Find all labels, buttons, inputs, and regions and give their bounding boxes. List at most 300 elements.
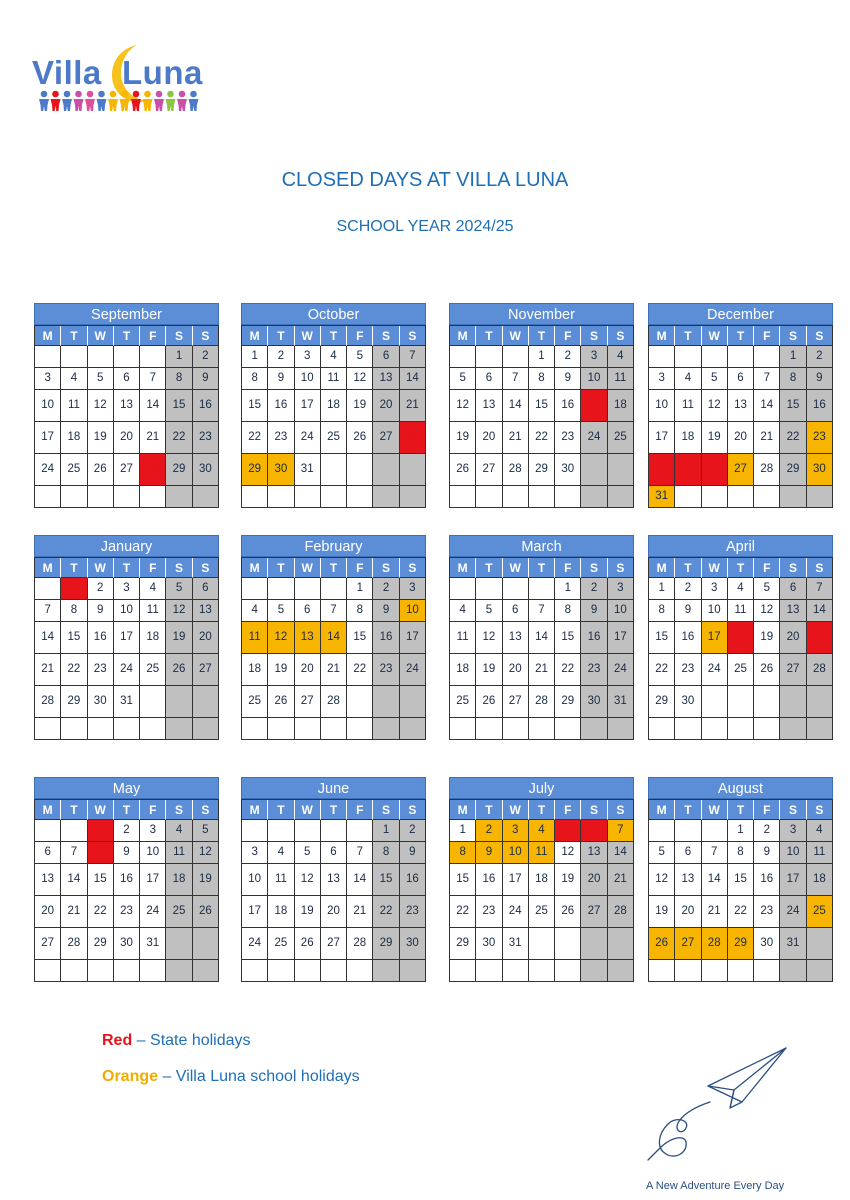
empty-cell <box>400 686 426 718</box>
day-cell: 15 <box>555 622 581 654</box>
empty-cell <box>608 718 634 740</box>
day-cell: 18 <box>450 654 476 686</box>
month-june <box>241 777 426 982</box>
day-cell: 5 <box>754 578 780 600</box>
day-cell: 7 <box>61 842 87 864</box>
day-cell: 13 <box>476 390 502 422</box>
day-cell: 23 <box>581 654 607 686</box>
empty-cell <box>450 346 476 368</box>
day-cell: 5 <box>347 346 373 368</box>
empty-cell <box>242 486 268 508</box>
day-cell: 7 <box>529 600 555 622</box>
empty-cell <box>193 486 219 508</box>
day-cell: 17 <box>114 622 140 654</box>
day-cell: 28 <box>61 928 87 960</box>
month-name: March <box>449 535 634 557</box>
empty-cell <box>321 718 347 740</box>
empty-cell <box>608 960 634 982</box>
day-cell: 25 <box>675 454 701 486</box>
day-cell: 16 <box>400 864 426 896</box>
month-name: February <box>241 535 426 557</box>
weekday-header: T <box>114 326 140 346</box>
empty-cell <box>675 820 701 842</box>
empty-cell <box>61 718 87 740</box>
day-cell: 4 <box>675 368 701 390</box>
day-cell: 28 <box>400 422 426 454</box>
day-cell: 29 <box>450 928 476 960</box>
day-cell: 14 <box>400 368 426 390</box>
day-cell: 1 <box>166 346 192 368</box>
day-cell: 20 <box>295 654 321 686</box>
day-cell: 18 <box>728 622 754 654</box>
weekday-header: M <box>450 800 476 820</box>
empty-cell <box>476 486 502 508</box>
day-cell: 7 <box>754 368 780 390</box>
day-cell: 25 <box>608 422 634 454</box>
weekday-header: F <box>347 558 373 578</box>
empty-cell <box>780 960 806 982</box>
day-cell: 27 <box>503 686 529 718</box>
empty-cell <box>476 960 502 982</box>
day-cell: 20 <box>728 422 754 454</box>
day-cell: 8 <box>88 842 114 864</box>
day-cell: 6 <box>295 600 321 622</box>
day-cell: 14 <box>529 622 555 654</box>
weekday-header: F <box>555 558 581 578</box>
day-cell: 12 <box>555 842 581 864</box>
weekday-header: F <box>754 326 780 346</box>
day-cell: 11 <box>529 842 555 864</box>
empty-cell <box>35 960 61 982</box>
day-cell: 23 <box>807 422 833 454</box>
day-cell: 15 <box>649 622 675 654</box>
day-cell: 4 <box>608 346 634 368</box>
day-cell: 12 <box>347 368 373 390</box>
day-cell: 22 <box>649 654 675 686</box>
day-cell: 9 <box>675 600 701 622</box>
day-cell: 25 <box>807 896 833 928</box>
day-cell: 8 <box>555 600 581 622</box>
weekday-header: S <box>400 800 426 820</box>
day-cell: 24 <box>140 896 166 928</box>
day-cell: 7 <box>807 578 833 600</box>
day-cell: 23 <box>373 654 399 686</box>
day-cell: 15 <box>529 390 555 422</box>
day-cell: 27 <box>295 686 321 718</box>
day-cell: 7 <box>503 368 529 390</box>
day-cell: 8 <box>728 842 754 864</box>
day-cell: 13 <box>728 390 754 422</box>
weekday-header: M <box>450 558 476 578</box>
day-cell: 8 <box>347 600 373 622</box>
empty-cell <box>140 718 166 740</box>
empty-cell <box>649 960 675 982</box>
day-cell: 3 <box>649 368 675 390</box>
day-cell: 29 <box>555 686 581 718</box>
day-cell: 10 <box>295 368 321 390</box>
empty-cell <box>35 718 61 740</box>
day-cell: 2 <box>193 346 219 368</box>
day-cell: 22 <box>88 896 114 928</box>
day-cell: 11 <box>675 390 701 422</box>
day-cell: 18 <box>608 390 634 422</box>
weekday-header: S <box>807 558 833 578</box>
day-cell: 17 <box>400 622 426 654</box>
day-cell: 25 <box>728 654 754 686</box>
empty-cell <box>555 960 581 982</box>
day-cell: 3 <box>780 820 806 842</box>
day-cell: 20 <box>675 896 701 928</box>
day-cell: 1 <box>529 346 555 368</box>
weekday-header: S <box>608 326 634 346</box>
empty-cell <box>581 454 607 486</box>
day-cell: 4 <box>807 820 833 842</box>
day-cell: 20 <box>114 422 140 454</box>
empty-cell <box>35 486 61 508</box>
weekday-header: S <box>400 558 426 578</box>
day-cell: 18 <box>529 864 555 896</box>
empty-cell <box>476 718 502 740</box>
empty-cell <box>608 928 634 960</box>
day-cell: 8 <box>166 368 192 390</box>
page-subtitle: SCHOOL YEAR 2024/25 <box>336 218 514 235</box>
day-cell: 14 <box>35 622 61 654</box>
day-cell: 10 <box>35 390 61 422</box>
weekday-header: F <box>140 326 166 346</box>
day-cell: 21 <box>347 896 373 928</box>
day-cell: 1 <box>373 820 399 842</box>
empty-cell <box>608 486 634 508</box>
day-cell: 6 <box>675 842 701 864</box>
month-march <box>449 535 634 740</box>
weekday-header: W <box>702 558 728 578</box>
day-cell: 2 <box>373 578 399 600</box>
day-cell: 26 <box>268 686 294 718</box>
day-cell: 31 <box>503 928 529 960</box>
empty-cell <box>88 718 114 740</box>
empty-cell <box>675 960 701 982</box>
empty-cell <box>702 346 728 368</box>
month-name: May <box>34 777 219 799</box>
month-name: June <box>241 777 426 799</box>
day-cell: 9 <box>581 600 607 622</box>
month-october <box>241 303 426 508</box>
day-cell: 6 <box>373 346 399 368</box>
empty-cell <box>649 346 675 368</box>
day-cell: 2 <box>754 820 780 842</box>
empty-cell <box>675 718 701 740</box>
weekday-header: S <box>193 558 219 578</box>
page-title: CLOSED DAYS AT VILLA LUNA <box>281 169 569 191</box>
day-cell: 25 <box>166 896 192 928</box>
day-cell: 14 <box>807 600 833 622</box>
empty-cell <box>807 928 833 960</box>
day-cell: 26 <box>450 454 476 486</box>
day-cell: 19 <box>268 654 294 686</box>
weekday-header: S <box>193 326 219 346</box>
empty-cell <box>702 686 728 718</box>
empty-cell <box>61 960 87 982</box>
weekday-header: T <box>61 558 87 578</box>
day-cell: 15 <box>347 622 373 654</box>
empty-cell <box>193 960 219 982</box>
day-cell: 24 <box>114 654 140 686</box>
empty-cell <box>754 686 780 718</box>
weekday-header: W <box>88 558 114 578</box>
day-cell: 22 <box>373 896 399 928</box>
day-cell: 16 <box>268 390 294 422</box>
day-cell: 19 <box>555 864 581 896</box>
weekday-header: F <box>555 326 581 346</box>
day-cell: 19 <box>649 896 675 928</box>
day-cell: 10 <box>114 600 140 622</box>
empty-cell <box>242 718 268 740</box>
empty-cell <box>321 454 347 486</box>
day-cell: 16 <box>88 622 114 654</box>
weekday-header: T <box>476 800 502 820</box>
day-cell: 9 <box>807 368 833 390</box>
empty-cell <box>807 486 833 508</box>
day-cell: 25 <box>242 686 268 718</box>
day-cell: 27 <box>675 928 701 960</box>
day-cell: 28 <box>321 686 347 718</box>
day-cell: 6 <box>35 842 61 864</box>
day-cell: 28 <box>529 686 555 718</box>
day-cell: 12 <box>166 600 192 622</box>
empty-cell <box>450 486 476 508</box>
empty-cell <box>728 686 754 718</box>
weekday-header: T <box>476 558 502 578</box>
day-cell: 10 <box>140 842 166 864</box>
empty-cell <box>35 820 61 842</box>
day-cell: 30 <box>807 454 833 486</box>
day-cell: 16 <box>675 622 701 654</box>
empty-cell <box>373 486 399 508</box>
weekday-header: T <box>728 800 754 820</box>
empty-cell <box>476 578 502 600</box>
day-cell: 31 <box>649 486 675 508</box>
day-cell: 25 <box>61 454 87 486</box>
day-cell: 12 <box>754 600 780 622</box>
day-cell: 28 <box>754 454 780 486</box>
day-cell: 13 <box>675 864 701 896</box>
day-cell: 17 <box>295 390 321 422</box>
empty-cell <box>242 578 268 600</box>
day-cell: 22 <box>529 422 555 454</box>
month-february <box>241 535 426 740</box>
empty-cell <box>268 486 294 508</box>
day-cell: 31 <box>780 928 806 960</box>
day-cell: 19 <box>347 390 373 422</box>
day-cell: 22 <box>347 654 373 686</box>
day-cell: 4 <box>268 842 294 864</box>
empty-cell <box>61 346 87 368</box>
day-cell: 1 <box>780 346 806 368</box>
weekday-header: T <box>321 558 347 578</box>
day-cell: 25 <box>321 422 347 454</box>
weekday-header: T <box>728 558 754 578</box>
weekday-header: T <box>675 558 701 578</box>
day-cell: 3 <box>702 578 728 600</box>
empty-cell <box>268 718 294 740</box>
day-cell: 17 <box>780 864 806 896</box>
day-cell: 17 <box>649 422 675 454</box>
weekday-header: W <box>88 326 114 346</box>
day-cell: 10 <box>400 600 426 622</box>
empty-cell <box>555 928 581 960</box>
empty-cell <box>754 486 780 508</box>
day-cell: 23 <box>88 654 114 686</box>
day-cell: 5 <box>268 600 294 622</box>
empty-cell <box>555 718 581 740</box>
day-cell: 12 <box>88 390 114 422</box>
day-cell: 6 <box>581 820 607 842</box>
weekday-header: S <box>373 800 399 820</box>
day-cell: 5 <box>88 368 114 390</box>
empty-cell <box>503 960 529 982</box>
day-cell: 4 <box>450 600 476 622</box>
day-cell: 26 <box>476 686 502 718</box>
empty-cell <box>581 718 607 740</box>
day-cell: 23 <box>268 422 294 454</box>
day-cell: 12 <box>268 622 294 654</box>
day-cell: 31 <box>295 454 321 486</box>
empty-cell <box>166 960 192 982</box>
day-cell: 24 <box>35 454 61 486</box>
legend-orange <box>102 1068 360 1086</box>
day-cell: 3 <box>35 368 61 390</box>
day-cell: 17 <box>503 864 529 896</box>
day-cell: 4 <box>728 578 754 600</box>
weekday-header: S <box>166 326 192 346</box>
empty-cell <box>529 928 555 960</box>
empty-cell <box>780 486 806 508</box>
day-cell: 8 <box>450 842 476 864</box>
day-cell: 5 <box>166 578 192 600</box>
day-cell: 19 <box>193 864 219 896</box>
paper-plane-icon <box>646 1044 796 1174</box>
day-cell: 27 <box>193 654 219 686</box>
day-cell: 10 <box>608 600 634 622</box>
day-cell: 13 <box>295 622 321 654</box>
day-cell: 12 <box>649 864 675 896</box>
day-cell: 8 <box>649 600 675 622</box>
day-cell: 3 <box>140 820 166 842</box>
day-cell: 24 <box>780 896 806 928</box>
month-name: April <box>648 535 833 557</box>
day-cell: 23 <box>193 422 219 454</box>
weekday-header: S <box>608 800 634 820</box>
day-cell: 3 <box>608 578 634 600</box>
weekday-header: F <box>555 800 581 820</box>
day-cell: 21 <box>35 654 61 686</box>
day-cell: 12 <box>450 390 476 422</box>
day-cell: 21 <box>400 390 426 422</box>
empty-cell <box>754 346 780 368</box>
day-cell: 15 <box>242 390 268 422</box>
day-cell: 2 <box>555 346 581 368</box>
day-cell: 6 <box>503 600 529 622</box>
day-cell: 19 <box>166 622 192 654</box>
day-cell: 11 <box>268 864 294 896</box>
weekday-header: T <box>268 800 294 820</box>
day-cell: 15 <box>88 864 114 896</box>
day-cell: 30 <box>581 686 607 718</box>
weekday-header: S <box>581 800 607 820</box>
day-cell: 2 <box>268 346 294 368</box>
day-cell: 9 <box>373 600 399 622</box>
day-cell: 26 <box>649 928 675 960</box>
empty-cell <box>268 820 294 842</box>
day-cell: 5 <box>450 368 476 390</box>
day-cell: 5 <box>193 820 219 842</box>
day-cell: 27 <box>114 454 140 486</box>
empty-cell <box>166 718 192 740</box>
day-cell: 8 <box>242 368 268 390</box>
empty-cell <box>807 960 833 982</box>
day-cell: 17 <box>608 622 634 654</box>
empty-cell <box>295 960 321 982</box>
day-cell: 21 <box>61 896 87 928</box>
day-cell: 13 <box>35 864 61 896</box>
day-cell: 4 <box>321 346 347 368</box>
day-cell: 17 <box>702 622 728 654</box>
empty-cell <box>581 486 607 508</box>
empty-cell <box>347 686 373 718</box>
weekday-header: W <box>702 800 728 820</box>
empty-cell <box>35 578 61 600</box>
month-name: July <box>449 777 634 799</box>
legend-red-word: Red <box>102 1032 133 1049</box>
day-cell: 8 <box>780 368 806 390</box>
weekday-header: S <box>166 558 192 578</box>
day-cell: 24 <box>581 422 607 454</box>
empty-cell <box>295 578 321 600</box>
day-cell: 20 <box>193 622 219 654</box>
legend-red <box>102 1032 251 1050</box>
weekday-header: T <box>321 800 347 820</box>
day-cell: 26 <box>347 422 373 454</box>
empty-cell <box>373 686 399 718</box>
day-cell: 13 <box>193 600 219 622</box>
month-name: November <box>449 303 634 325</box>
weekday-header: M <box>649 558 675 578</box>
weekday-header: S <box>581 326 607 346</box>
day-cell: 11 <box>140 600 166 622</box>
day-cell: 1 <box>88 820 114 842</box>
empty-cell <box>193 718 219 740</box>
day-cell: 19 <box>450 422 476 454</box>
day-cell: 7 <box>35 600 61 622</box>
day-cell: 18 <box>61 422 87 454</box>
month-name: December <box>648 303 833 325</box>
empty-cell <box>321 578 347 600</box>
empty-cell <box>140 960 166 982</box>
day-cell: 9 <box>400 842 426 864</box>
weekday-header: W <box>295 800 321 820</box>
weekday-header: T <box>529 558 555 578</box>
empty-cell <box>242 960 268 982</box>
empty-cell <box>675 486 701 508</box>
day-cell: 2 <box>400 820 426 842</box>
weekday-header: W <box>88 800 114 820</box>
empty-cell <box>373 454 399 486</box>
day-cell: 11 <box>450 622 476 654</box>
empty-cell <box>675 346 701 368</box>
weekday-header: F <box>140 558 166 578</box>
day-cell: 5 <box>702 368 728 390</box>
day-cell: 6 <box>114 368 140 390</box>
